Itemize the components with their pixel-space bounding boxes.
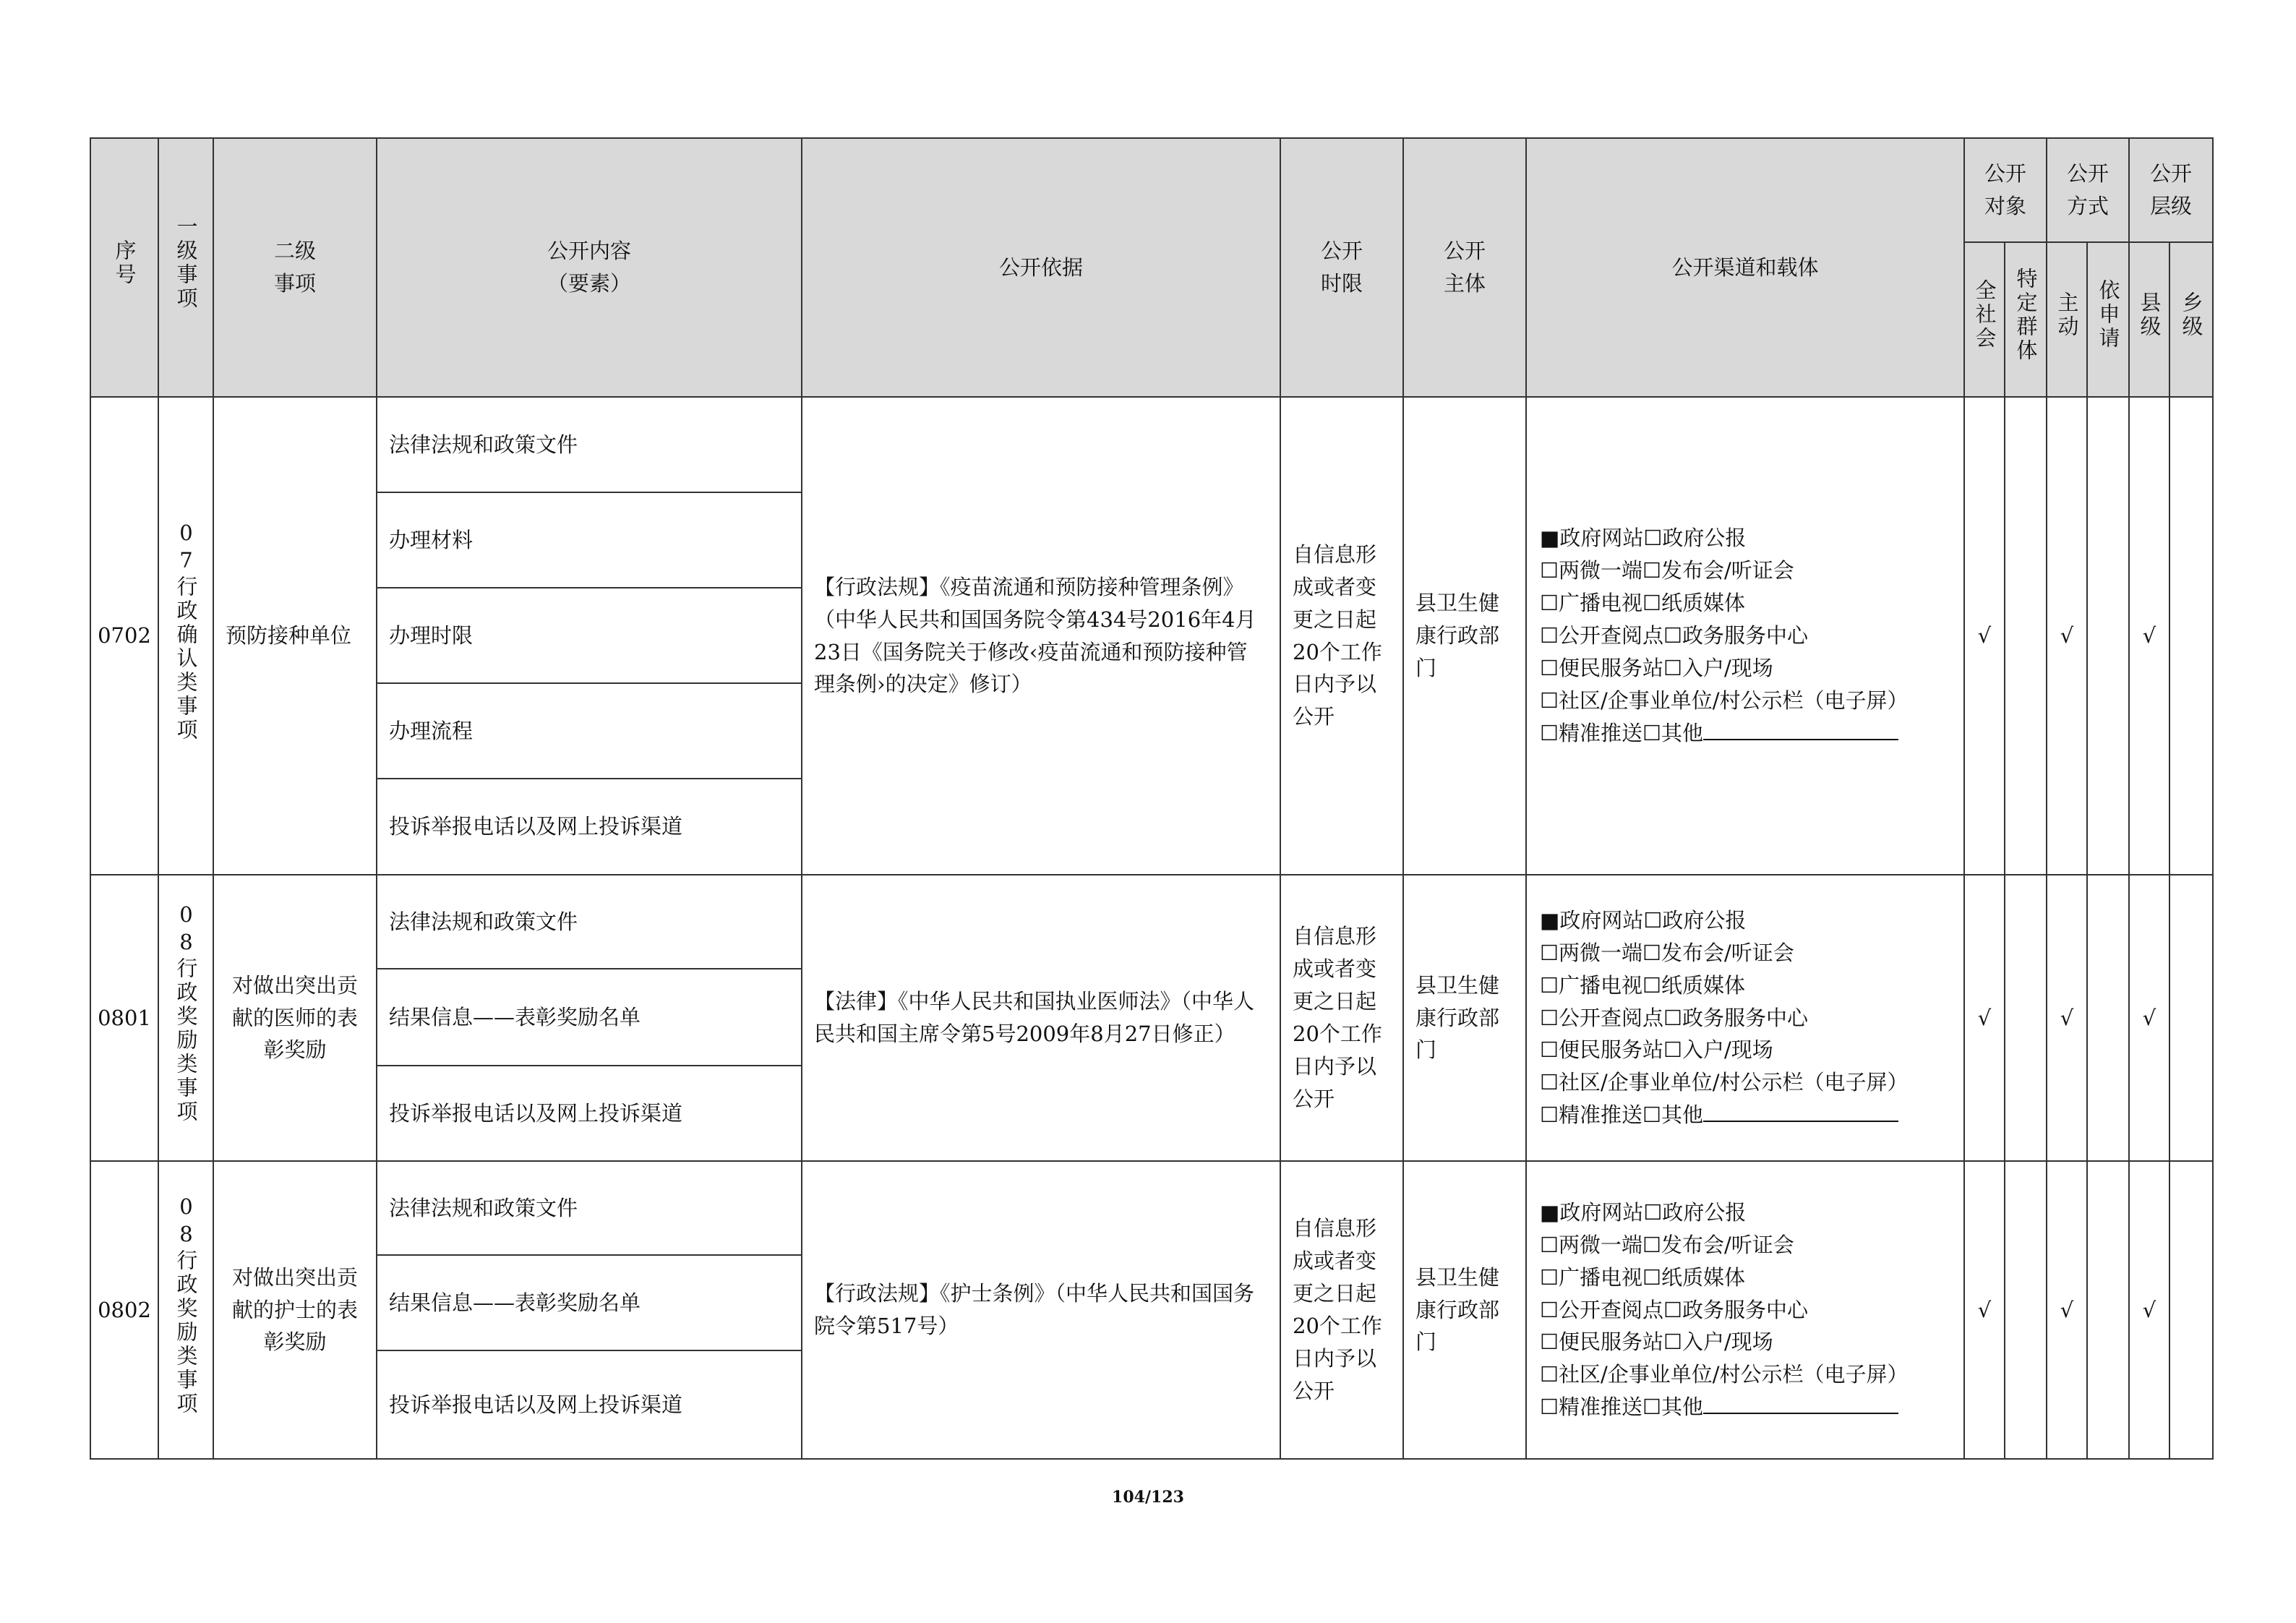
row-time: 自信息形成或者变更之日起20个工作日内予以公开 bbox=[1280, 397, 1403, 875]
check-method-active: √ bbox=[2047, 1161, 2087, 1459]
header-subject: 公开 主体 bbox=[1403, 138, 1526, 397]
row-channels bbox=[1526, 875, 1964, 1161]
content-item: 办理材料 bbox=[377, 492, 802, 588]
content-item: 投诉举报电话以及网上投诉渠道 bbox=[377, 779, 802, 875]
row-subject: 县卫生健康行政部门 bbox=[1403, 875, 1526, 1161]
channel-line: ■政府网站☐政府公报 bbox=[1540, 907, 1747, 933]
check-level-town bbox=[2169, 1161, 2213, 1459]
header-level: 公开 层级 bbox=[2129, 138, 2213, 242]
check-target-all: √ bbox=[1964, 1161, 2005, 1459]
check-method-apply bbox=[2087, 875, 2129, 1161]
row-level2: 预防接种单位 bbox=[213, 397, 377, 875]
channel-line: ☐两微一端☐发布会/听证会 bbox=[1540, 558, 1794, 583]
row-basis: 【法律】《中华人民共和国执业医师法》（中华人民共和国主席令第5号2009年8月27日修正） bbox=[802, 875, 1280, 1161]
check-target-all: √ bbox=[1964, 875, 2005, 1161]
channel-line: ☐广播电视☐纸质媒体 bbox=[1540, 591, 1745, 616]
header-seq: 序号 bbox=[90, 138, 158, 397]
content-item: 结果信息——表彰奖励名单 bbox=[377, 1255, 802, 1350]
channel-line: ☐精准推送☐其他 bbox=[1540, 1391, 1950, 1423]
header-level-town: 乡级 bbox=[2169, 242, 2213, 397]
content-item: 法律法规和政策文件 bbox=[377, 875, 802, 969]
check-level-town bbox=[2169, 875, 2213, 1161]
row-seq: 0802 bbox=[90, 1161, 158, 1459]
header-target-specific: 特定群体 bbox=[2005, 242, 2047, 397]
check-target-all: √ bbox=[1964, 397, 2005, 875]
channel-line: ☐广播电视☐纸质媒体 bbox=[1540, 972, 1745, 998]
header-method-active: 主动 bbox=[2047, 242, 2087, 397]
row-time: 自信息形成或者变更之日起20个工作日内予以公开 bbox=[1280, 875, 1403, 1161]
channel-line: ☐公开查阅点☐政务服务中心 bbox=[1540, 623, 1808, 648]
row-basis: 【行政法规】《护士条例》（中华人民共和国国务院令第517号） bbox=[802, 1161, 1280, 1459]
check-method-active: √ bbox=[2047, 397, 2087, 875]
check-level-town bbox=[2169, 397, 2213, 875]
row-channels bbox=[1526, 397, 1964, 875]
header-target-all: 全社会 bbox=[1964, 242, 2005, 397]
fill-in-blank bbox=[1703, 720, 1898, 740]
channel-line: ☐社区/企事业单位/村公示栏（电子屏） bbox=[1540, 1070, 1909, 1095]
channel-line: ☐社区/企事业单位/村公示栏（电子屏） bbox=[1540, 688, 1909, 713]
row-seq: 0702 bbox=[90, 397, 158, 875]
header-target: 公开 对象 bbox=[1964, 138, 2047, 242]
channel-line: ■政府网站☐政府公报 bbox=[1540, 1199, 1747, 1225]
header-method-apply: 依申请 bbox=[2087, 242, 2129, 397]
check-method-active: √ bbox=[2047, 875, 2087, 1161]
channel-line: ☐社区/企事业单位/村公示栏（电子屏） bbox=[1540, 1362, 1909, 1387]
header-time: 公开 时限 bbox=[1280, 138, 1403, 397]
channel-line: ☐公开查阅点☐政务服务中心 bbox=[1540, 1005, 1808, 1030]
check-method-apply bbox=[2087, 1161, 2129, 1459]
check-level-county: √ bbox=[2129, 1161, 2169, 1459]
channel-line: ☐精准推送☐其他 bbox=[1540, 1099, 1950, 1131]
row-subject: 县卫生健康行政部门 bbox=[1403, 1161, 1526, 1459]
header-content: 公开内容 （要素） bbox=[377, 138, 802, 397]
check-level-county: √ bbox=[2129, 875, 2169, 1161]
channel-line: ☐便民服务站☐入户/现场 bbox=[1540, 1329, 1773, 1355]
channel-line: ■政府网站☐政府公报 bbox=[1540, 526, 1747, 551]
channel-line: ☐便民服务站☐入户/现场 bbox=[1540, 655, 1773, 680]
header-level-county: 县级 bbox=[2129, 242, 2169, 397]
channel-line: ☐两微一端☐发布会/听证会 bbox=[1540, 1232, 1794, 1257]
check-target-specific bbox=[2005, 397, 2047, 875]
content-item: 投诉举报电话以及网上投诉渠道 bbox=[377, 1350, 802, 1459]
fill-in-blank bbox=[1703, 1102, 1898, 1122]
header-channels: 公开渠道和载体 bbox=[1526, 138, 1964, 397]
content-item: 办理流程 bbox=[377, 683, 802, 779]
channel-line: ☐精准推送☐其他 bbox=[1540, 717, 1950, 750]
channel-line: ☐便民服务站☐入户/现场 bbox=[1540, 1037, 1773, 1063]
row-time: 自信息形成或者变更之日起20个工作日内予以公开 bbox=[1280, 1161, 1403, 1459]
content-item: 投诉举报电话以及网上投诉渠道 bbox=[377, 1066, 802, 1161]
check-target-specific bbox=[2005, 875, 2047, 1161]
table-row bbox=[90, 875, 2213, 969]
table-row bbox=[90, 1161, 2213, 1255]
check-level-county: √ bbox=[2129, 397, 2169, 875]
row-seq: 0801 bbox=[90, 875, 158, 1161]
row-level2: 对做出突出贡献的医师的表彰奖励 bbox=[213, 875, 377, 1161]
row-channels bbox=[1526, 1161, 1964, 1459]
channel-line: ☐广播电视☐纸质媒体 bbox=[1540, 1264, 1745, 1290]
content-item: 结果信息——表彰奖励名单 bbox=[377, 969, 802, 1066]
page-number: 104/123 bbox=[1112, 1488, 1184, 1507]
row-basis: 【行政法规】《疫苗流通和预防接种管理条例》（中华人民共和国国务院令第434号2016年4月23日《国务院关于修改‹疫苗流通和预防接种管理条例›的决定》修订） bbox=[802, 397, 1280, 875]
header-method: 公开 方式 bbox=[2047, 138, 2129, 242]
header-level2: 二级 事项 bbox=[213, 138, 377, 397]
row-level2: 对做出突出贡献的护士的表彰奖励 bbox=[213, 1161, 377, 1459]
check-target-specific bbox=[2005, 1161, 2047, 1459]
disclosure-table bbox=[90, 137, 2214, 1460]
row-level1: 08行政奖励类事项 bbox=[158, 1161, 213, 1459]
row-subject: 县卫生健康行政部门 bbox=[1403, 397, 1526, 875]
content-item: 法律法规和政策文件 bbox=[377, 397, 802, 492]
check-method-apply bbox=[2087, 397, 2129, 875]
table-row bbox=[90, 397, 2213, 492]
content-item: 法律法规和政策文件 bbox=[377, 1161, 802, 1255]
channel-line: ☐公开查阅点☐政务服务中心 bbox=[1540, 1297, 1808, 1322]
row-level1: 08行政奖励类事项 bbox=[158, 875, 213, 1161]
channel-line: ☐两微一端☐发布会/听证会 bbox=[1540, 940, 1794, 965]
content-item: 办理时限 bbox=[377, 588, 802, 683]
header-basis: 公开依据 bbox=[802, 138, 1280, 397]
row-level1: 07行政确认类事项 bbox=[158, 397, 213, 875]
fill-in-blank bbox=[1703, 1394, 1898, 1414]
header-level1: 一级事项 bbox=[158, 138, 213, 397]
